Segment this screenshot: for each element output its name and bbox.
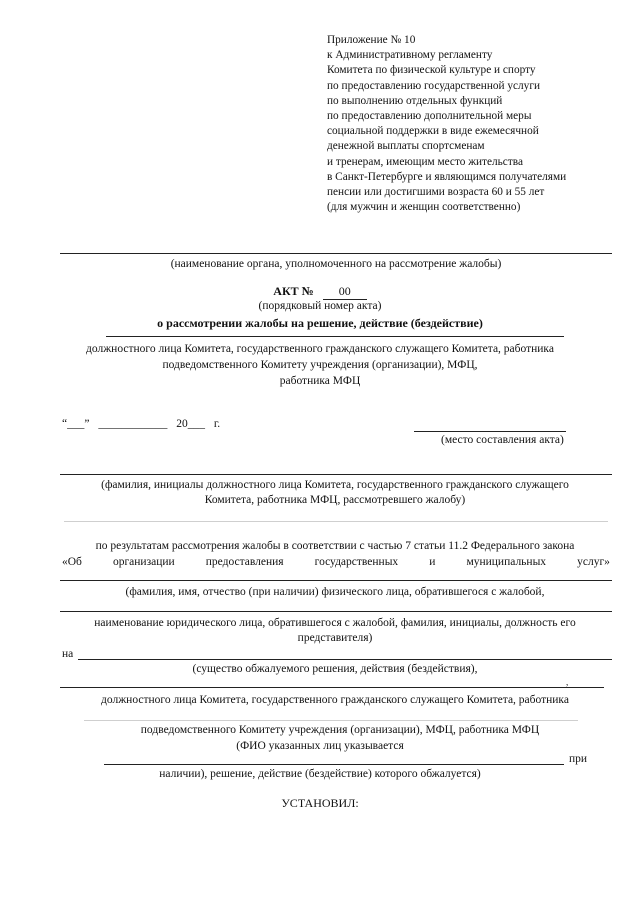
separator	[64, 521, 608, 522]
on-label: на	[62, 648, 74, 660]
appendix-line: по предоставлению государственной услуги	[327, 79, 541, 92]
place-caption: (место составления акта)	[441, 434, 564, 446]
date-month-field[interactable]: ____________	[98, 418, 168, 430]
official-line: должностного лица Комитета, государственного гражданского служащего Комитета, работника	[101, 694, 569, 706]
results-word: предоставления	[205, 556, 284, 568]
results-word: государственных	[314, 556, 399, 568]
fio-line: (ФИО указанных лиц указывается	[236, 740, 404, 752]
legal-entity-field[interactable]	[60, 611, 612, 612]
date-year-field[interactable]: ___	[187, 418, 205, 430]
results-word: муниципальных	[466, 556, 547, 568]
appendix-line: пенсии или достигшими возраста 60 и 55 лет	[327, 186, 545, 199]
fio-field[interactable]	[104, 764, 564, 765]
organ-name-field[interactable]	[60, 253, 612, 254]
appendix-line: по выполнению отдельных функций	[327, 94, 503, 107]
appendix-line: денежной выплаты спортсменам	[327, 140, 485, 153]
appendix-line: и тренерам, имеющим место жительства	[327, 155, 523, 168]
act-subject: о рассмотрении жалобы на решение, действие (бездействие)	[157, 316, 483, 330]
date-quote-close: ”	[84, 418, 90, 430]
date-quote-open: “	[62, 418, 68, 430]
essence-field-2[interactable]	[60, 687, 604, 688]
comma-mark: ,	[566, 677, 569, 687]
appendix-line: в Санкт-Петербурге и являющимся получателями	[327, 170, 567, 183]
act-title	[0, 284, 640, 300]
date-row	[62, 418, 220, 430]
appendix-line: (для мужчин и женщин соответственно)	[327, 201, 521, 214]
act-subject-field[interactable]	[106, 336, 564, 337]
date-day-field[interactable]: ___	[67, 418, 85, 430]
results-word: и	[429, 556, 436, 568]
results-line: по результатам рассмотрения жалобы в соответствии с частью 7 статьи 11.2 Федерального закона	[95, 540, 575, 552]
results-word: «Об	[62, 556, 82, 568]
act-prefix: АКТ №	[273, 284, 314, 298]
appendix-line: по предоставлению дополнительной меры	[327, 110, 532, 123]
results-word: организации	[112, 556, 175, 568]
legal-entity-caption: наименование юридического лица, обратившегося с жалобой, фамилия, инициалы, должность его	[94, 617, 576, 629]
applicant-caption: (фамилия, имя, отчество (при наличии) физического лица, обратившегося с жалобой,	[125, 586, 545, 598]
act-officials-line: должностного лица Комитета, государственного гражданского служащего Комитета, работника	[86, 343, 554, 355]
applicant-field[interactable]	[60, 580, 612, 581]
separator	[84, 720, 578, 721]
results-word: услуг»	[577, 556, 610, 568]
results-line-justified	[62, 556, 610, 568]
essence-caption: (существо обжалуемого решения, действия (бездействия),	[192, 663, 478, 675]
established-heading: УСТАНОВИЛ:	[281, 796, 359, 810]
act-number-field[interactable]: 00	[323, 284, 367, 300]
appendix-line: к Административному регламенту	[327, 49, 493, 62]
act-number-caption: (порядковый номер акта)	[258, 300, 382, 312]
place-field[interactable]	[414, 431, 566, 432]
act-officials-line: подведомственного Комитету учреждения (организации), МФЦ,	[162, 359, 478, 371]
institution-line: подведомственного Комитету учреждения (организации), МФЦ, работника МФЦ	[140, 724, 540, 736]
legal-entity-caption: представителя)	[297, 632, 373, 644]
essence-field[interactable]	[78, 659, 612, 660]
appendix-line: Комитета по физической культуре и спорту	[327, 64, 536, 77]
reviewer-caption: (фамилия, инициалы должностного лица Комитета, государственного гражданского служащего	[101, 479, 569, 491]
pri-label: при	[569, 753, 588, 765]
act-officials-line: работника МФЦ	[279, 375, 361, 387]
reviewer-caption: Комитета, работника МФЦ, рассмотревшего жалобу)	[204, 494, 466, 506]
reviewer-field[interactable]	[60, 474, 612, 475]
appendix-line: Приложение № 10	[327, 34, 416, 46]
date-year-prefix: 20	[176, 418, 188, 430]
date-year-suffix: г.	[213, 418, 221, 430]
nalichii-line: наличии), решение, действие (бездействие) которого обжалуется)	[159, 768, 481, 780]
appendix-line: социальной поддержки в виде ежемесячной	[327, 125, 539, 138]
organ-caption: (наименование органа, уполномоченного на рассмотрение жалобы)	[170, 258, 502, 270]
appendix-header	[327, 33, 627, 215]
